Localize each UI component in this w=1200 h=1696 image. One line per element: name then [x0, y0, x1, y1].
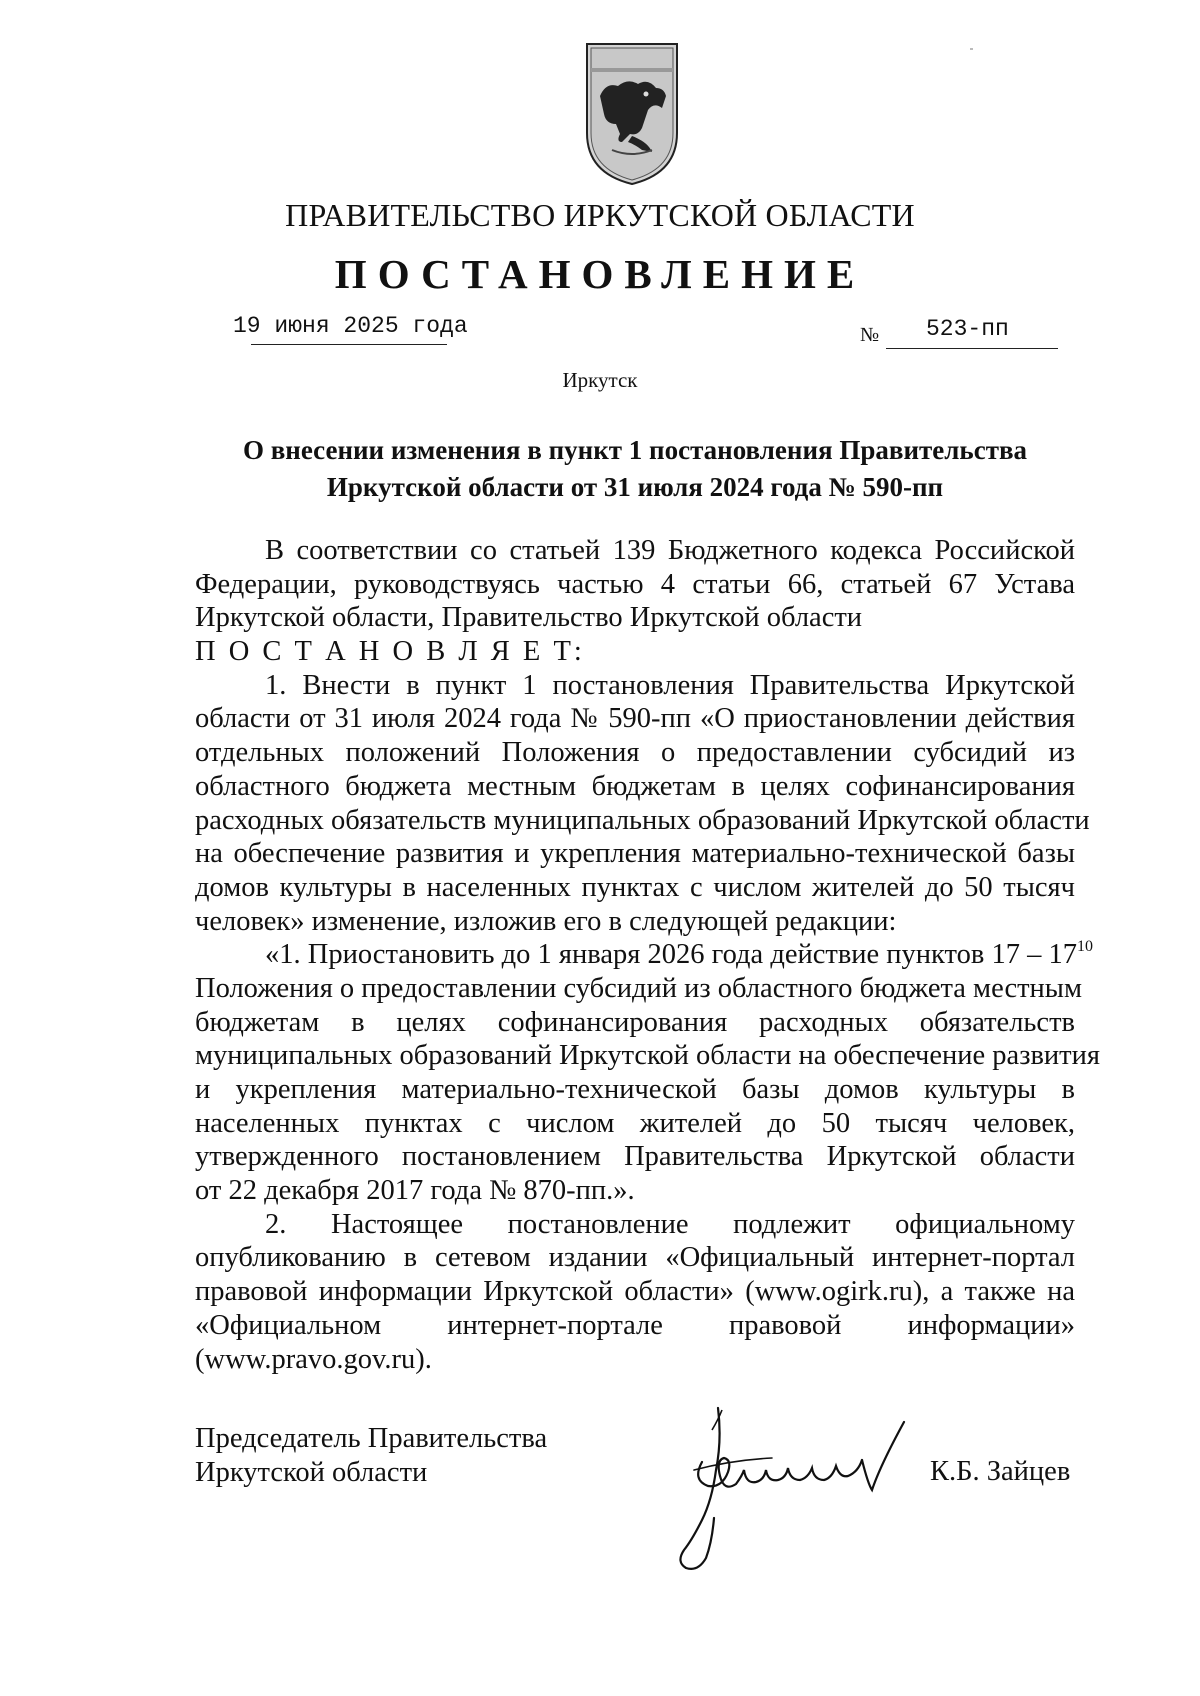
irkutsk-coat-of-arms-icon	[582, 38, 682, 188]
document-type: ПОСТАНОВЛЕНИЕ	[334, 251, 866, 297]
quote-line: Положения о предоставлении субсидий из областного бюджета местным	[195, 972, 1082, 1004]
document-number: 523-пп	[926, 316, 1009, 342]
number-sign: №	[860, 324, 880, 346]
document-date: 19 июня 2025 года	[233, 313, 468, 339]
item1-line: 1. Внести в пункт 1 постановления Правительства Иркутской	[265, 669, 1075, 701]
item2-line: (www.pravo.gov.ru).	[195, 1343, 432, 1375]
item2-line: правовой информации Иркутской области» (www.ogirk.ru), а также на	[195, 1276, 1075, 1308]
item1-line: областного бюджета местным бюджетам в целях софинансирования	[195, 770, 1075, 802]
item2-line: 2. Настоящее постановление подлежит официальному	[265, 1208, 1075, 1240]
number-field	[860, 316, 1060, 356]
quote-line: муниципальных образований Иркутской области на обеспечение развития	[195, 1040, 1100, 1072]
item1-line: расходных обязательств муниципальных образований Иркутской области	[195, 804, 1090, 836]
quote-line: бюджетам в целях софинансирования расходных обязательств	[195, 1006, 1075, 1038]
preamble-line: В соответствии со статьей 139 Бюджетного кодекса Российской	[265, 535, 1075, 566]
signer-position	[195, 1422, 547, 1490]
scan-speck	[970, 48, 973, 50]
decree-word: П О С Т А Н О В Л Я Е Т:	[195, 636, 585, 668]
date-field	[233, 312, 467, 340]
item1-line: человек» изменение, изложив его в следующей редакции:	[195, 905, 897, 937]
quote-line: и укрепления материально-технической базы домов культуры в	[195, 1074, 1075, 1105]
date-underline	[251, 344, 447, 345]
quote-line	[195, 938, 1093, 972]
quote-line: утвержденного постановлением Правительства Иркутской области	[195, 1141, 1075, 1173]
city: Иркутск	[562, 368, 638, 392]
quote-line: населенных пунктах с числом жителей до 50 тысяч человек,	[195, 1107, 1075, 1139]
position-line: Иркутской области	[195, 1457, 428, 1488]
position-line: Председатель Правительства	[195, 1423, 548, 1454]
number-underline	[886, 348, 1058, 349]
document-body	[195, 534, 1100, 1376]
item2-line: опубликованию в сетевом издании «Официальный интернет-портал	[195, 1242, 1075, 1274]
government-name: ПРАВИТЕЛЬСТВО ИРКУТСКОЙ ОБЛАСТИ	[285, 197, 915, 233]
item1-line: области от 31 июля 2024 года № 590-пп «О приостановлении действия	[195, 703, 1075, 735]
item2-line: «Официальном интернет-портале правовой информации»	[195, 1309, 1075, 1341]
preamble-line: Иркутской области, Правительство Иркутской области	[195, 602, 863, 634]
signer-name: К.Б. Зайцев	[930, 1456, 1071, 1487]
quote-line-text: «1. Приостановить до 1 января 2026 года действие пунктов 17 – 17	[265, 939, 1077, 971]
item1-line: домов культуры в населенных пунктах с числом жителей до 50 тысяч	[195, 871, 1075, 903]
title-line: О внесении изменения в пункт 1 постановления Правительства	[242, 435, 1028, 465]
document-title	[195, 432, 1075, 506]
item1-line: отдельных положений Положения о предоставлении субсидий из	[195, 737, 1075, 769]
item1-line: на обеспечение развития и укрепления материально-технической базы	[195, 838, 1075, 870]
preamble-line: Федерации, руководствуясь частью 4 статьи 66, статьей 67 Устава	[195, 568, 1075, 600]
quote-line: от 22 декабря 2017 года № 870-пп.».	[195, 1175, 635, 1207]
title-line: Иркутской области от 31 июля 2024 года № 590-пп	[326, 472, 944, 502]
superscript: 10	[1076, 938, 1093, 956]
handwritten-signature-icon	[672, 1400, 912, 1580]
